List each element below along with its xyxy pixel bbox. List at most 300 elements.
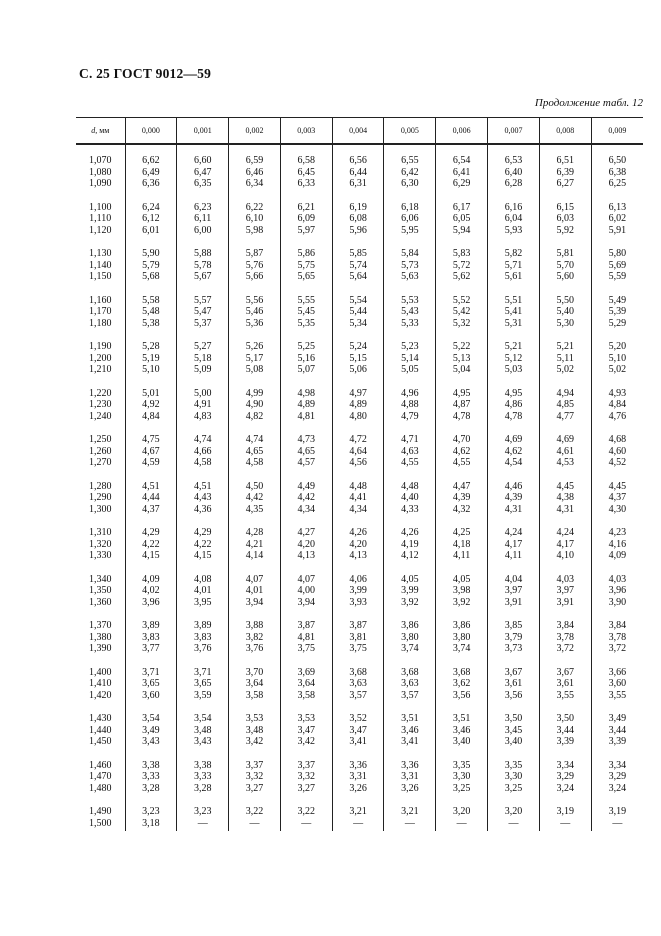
- value-cell: [125, 751, 177, 798]
- table-value: 3,94: [297, 596, 316, 608]
- table-value: 5,37: [193, 317, 212, 329]
- table-value: 5,63: [401, 271, 419, 282]
- table-value: 4,02: [142, 585, 160, 596]
- value-cell: [539, 518, 591, 565]
- value-cell: [384, 797, 436, 831]
- table-value: 4,59: [142, 457, 160, 468]
- value-cell: [539, 144, 591, 193]
- d-value: 1,460: [89, 759, 112, 771]
- table-value: 5,03: [504, 364, 523, 375]
- table-value: 5,55: [297, 294, 316, 306]
- table-value: 6,22: [245, 201, 264, 213]
- table-value: 3,96: [142, 596, 160, 608]
- value-cell: [436, 144, 488, 193]
- table-value: 4,46: [504, 480, 523, 492]
- value-cell: [229, 425, 281, 472]
- table-value: 6,17: [452, 201, 471, 213]
- table-value: 4,09: [608, 550, 627, 561]
- table-value: 6,16: [504, 201, 523, 213]
- table-value: 6,30: [401, 178, 419, 189]
- table-value: 5,65: [297, 271, 316, 282]
- table-value: 4,28: [245, 527, 264, 538]
- table-value: —: [197, 817, 208, 829]
- table-value: 4,83: [193, 410, 212, 422]
- table-value: 4,17: [556, 538, 575, 550]
- table-row-group: [76, 751, 643, 798]
- table-value: 3,65: [142, 678, 160, 689]
- table-value: 5,96: [349, 224, 367, 236]
- table-value: 3,34: [608, 759, 627, 771]
- table-value: 5,32: [452, 317, 471, 329]
- table-value: 4,34: [349, 503, 367, 515]
- table-row-group: [76, 379, 643, 426]
- value-cell: [488, 379, 540, 426]
- value-cell: [332, 379, 384, 426]
- value-cell: [488, 472, 540, 519]
- table-value: 5,86: [297, 248, 316, 259]
- table-value: 4,60: [608, 445, 627, 457]
- page-title: С. 25 ГОСТ 9012—59: [79, 66, 212, 81]
- value-cell: [280, 565, 332, 612]
- table-value: 3,46: [452, 724, 471, 736]
- table-value: 6,45: [297, 166, 316, 178]
- d-value-cell: [76, 751, 125, 798]
- table-value: 3,84: [556, 620, 575, 631]
- d-value: 1,260: [89, 445, 112, 457]
- value-cell: [177, 472, 229, 519]
- table-value: 3,49: [608, 713, 627, 724]
- table-value: 4,54: [504, 457, 523, 468]
- table-value: 4,74: [193, 434, 212, 445]
- value-cell: [436, 379, 488, 426]
- table-value: 3,53: [245, 713, 264, 724]
- table-value: 6,58: [297, 155, 316, 166]
- table-value: 5,68: [142, 271, 160, 282]
- table-value: 3,63: [349, 678, 367, 689]
- table-value: 3,54: [142, 713, 160, 724]
- value-cell: [280, 472, 332, 519]
- table-value: 4,90: [245, 399, 264, 410]
- table-value: 5,58: [142, 294, 160, 306]
- table-value: 3,40: [452, 736, 471, 747]
- table-value: 4,56: [349, 457, 367, 468]
- table-value: 5,07: [297, 364, 316, 375]
- value-cell: [125, 518, 177, 565]
- table-value: 4,12: [401, 550, 419, 561]
- table-value: 3,81: [349, 631, 367, 643]
- table-value: 4,80: [349, 410, 367, 422]
- value-cell: [177, 797, 229, 831]
- table-value: 4,20: [297, 538, 316, 550]
- table-value: 4,99: [245, 387, 264, 399]
- value-cell: [332, 611, 384, 658]
- table-value: 3,46: [401, 724, 419, 736]
- table-value: 3,64: [297, 678, 316, 689]
- table-row-group: [76, 425, 643, 472]
- table-value: 4,77: [556, 410, 575, 422]
- table-value: 5,87: [245, 248, 264, 259]
- table-value: 4,68: [608, 434, 627, 445]
- header-d-unit: , мм: [95, 126, 110, 135]
- table-value: 5,22: [452, 341, 471, 352]
- value-cell: [229, 239, 281, 286]
- d-value: 1,170: [89, 306, 112, 317]
- table-value: 5,38: [142, 317, 160, 329]
- table-value: 4,48: [349, 480, 367, 492]
- table-value: 4,53: [556, 457, 575, 468]
- d-value-cell: [76, 286, 125, 333]
- value-cell: [177, 286, 229, 333]
- table-value: 3,43: [193, 736, 212, 747]
- header-d-mm: [76, 118, 125, 145]
- table-value: 3,74: [401, 643, 419, 654]
- table-value: 3,32: [245, 771, 264, 782]
- table-value: 3,91: [504, 596, 523, 608]
- table-row-group: [76, 193, 643, 240]
- table-value: 6,53: [504, 155, 523, 166]
- table-value: 3,72: [608, 643, 627, 654]
- table-value: 5,10: [142, 364, 160, 375]
- table-value: 3,74: [452, 643, 471, 654]
- table-value: 5,12: [504, 352, 523, 364]
- d-value: 1,480: [89, 782, 112, 794]
- table-value: 3,36: [349, 759, 367, 771]
- table-value: 5,19: [142, 352, 160, 364]
- value-cell: [384, 239, 436, 286]
- table-value: 3,22: [245, 806, 264, 817]
- table-value: 3,75: [297, 643, 316, 654]
- table-value: 3,21: [401, 806, 419, 817]
- value-cell: [488, 658, 540, 705]
- table-value: 3,68: [452, 666, 471, 678]
- table-value: 4,38: [556, 492, 575, 503]
- table-value: 6,24: [142, 201, 160, 213]
- table-value: 6,04: [504, 213, 523, 224]
- table-value: 3,99: [349, 585, 367, 596]
- value-cell: [539, 332, 591, 379]
- value-cell: [591, 144, 643, 193]
- value-cell: [539, 193, 591, 240]
- table-value: 4,58: [193, 457, 212, 468]
- value-cell: [488, 239, 540, 286]
- table-value: 4,31: [504, 503, 523, 515]
- value-cell: [384, 286, 436, 333]
- table-value: 4,82: [245, 410, 264, 422]
- d-value: 1,070: [89, 155, 112, 166]
- header-col-7: 0,007: [488, 118, 540, 145]
- table-value: 3,28: [193, 782, 212, 794]
- table-value: 3,56: [504, 689, 523, 701]
- table-value: 4,42: [245, 492, 264, 503]
- table-value: —: [404, 817, 415, 829]
- value-cell: [280, 751, 332, 798]
- table-value: 3,68: [401, 666, 419, 678]
- value-cell: [177, 332, 229, 379]
- table-value: 6,09: [297, 213, 316, 224]
- d-value: 1,280: [89, 480, 112, 492]
- table-value: 3,65: [193, 678, 212, 689]
- table-value: 5,98: [245, 224, 264, 236]
- table-value: 4,88: [401, 399, 419, 410]
- value-cell: [384, 332, 436, 379]
- header-col-4: 0,004: [332, 118, 384, 145]
- table-value: 6,44: [349, 166, 367, 178]
- value-cell: [229, 193, 281, 240]
- value-cell: [436, 425, 488, 472]
- table-value: 3,35: [452, 759, 471, 771]
- table-value: 4,43: [193, 492, 212, 503]
- value-cell: [177, 144, 229, 193]
- table-value: 3,53: [297, 713, 316, 724]
- table-value: 4,24: [556, 527, 575, 538]
- value-cell: [488, 704, 540, 751]
- table-value: 3,47: [349, 724, 367, 736]
- value-cell: [488, 751, 540, 798]
- table-value: 6,49: [142, 166, 160, 178]
- table-value: 3,66: [608, 666, 627, 678]
- table-value: 4,72: [349, 434, 367, 445]
- value-cell: [332, 518, 384, 565]
- value-cell: [436, 239, 488, 286]
- value-cell: [591, 286, 643, 333]
- table-value: 4,23: [608, 527, 627, 538]
- value-cell: [384, 518, 436, 565]
- table-value: 4,18: [452, 538, 471, 550]
- d-value: 1,200: [89, 352, 112, 364]
- table-value: 3,89: [142, 620, 160, 631]
- value-cell: [488, 518, 540, 565]
- table-row-group: [76, 332, 643, 379]
- table-value: 4,21: [245, 538, 264, 550]
- d-value: 1,290: [89, 492, 112, 503]
- table-value: 4,22: [142, 538, 160, 550]
- table-row-group: [76, 611, 643, 658]
- value-cell: [436, 518, 488, 565]
- d-value: 1,390: [89, 643, 112, 654]
- value-cell: [125, 425, 177, 472]
- d-value-cell: [76, 144, 125, 193]
- table-value: 4,52: [608, 457, 627, 468]
- d-value: 1,140: [89, 259, 112, 271]
- table-value: 3,48: [193, 724, 212, 736]
- table-value: 3,61: [504, 678, 523, 689]
- table-value: 3,80: [452, 631, 471, 643]
- table-value: 3,38: [142, 759, 160, 771]
- table-value: 3,24: [556, 782, 575, 794]
- table-value: 4,39: [504, 492, 523, 503]
- table-value: 4,14: [245, 550, 264, 561]
- table-value: 3,19: [556, 806, 575, 817]
- table-row-group: [76, 144, 643, 193]
- table-value: 5,13: [452, 352, 471, 364]
- table-value: 3,36: [401, 759, 419, 771]
- value-cell: [229, 797, 281, 831]
- table-value: 3,22: [297, 806, 316, 817]
- table-value: 3,31: [401, 771, 419, 782]
- table-value: 5,93: [504, 224, 523, 236]
- table-value: 4,15: [193, 550, 212, 561]
- table-value: 3,30: [452, 771, 471, 782]
- table-value: 6,02: [608, 213, 627, 224]
- value-cell: [539, 751, 591, 798]
- value-cell: [539, 239, 591, 286]
- d-value-cell: [76, 239, 125, 286]
- table-value: 4,75: [142, 434, 160, 445]
- table-value: 6,11: [194, 213, 212, 224]
- d-value: 1,120: [89, 224, 112, 236]
- table-value: 3,23: [193, 806, 212, 817]
- table-value: 4,62: [452, 445, 471, 457]
- table-value: 4,69: [556, 434, 575, 445]
- table-value: 3,62: [452, 678, 471, 689]
- value-cell: [436, 332, 488, 379]
- table-value: 5,97: [297, 224, 316, 236]
- value-cell: [539, 425, 591, 472]
- table-value: 4,39: [452, 492, 471, 503]
- table-value: 5,43: [401, 306, 419, 317]
- table-value: 5,57: [193, 294, 212, 306]
- table-value: 6,51: [556, 155, 575, 166]
- table-value: 5,20: [608, 341, 627, 352]
- value-cell: [332, 286, 384, 333]
- table-value: 3,95: [193, 596, 212, 608]
- table-value: 5,80: [608, 248, 627, 259]
- table-value: 5,81: [556, 248, 575, 259]
- table-value: 5,79: [142, 259, 160, 271]
- table-value: 5,09: [193, 364, 212, 375]
- table-value: 6,59: [245, 155, 264, 166]
- table-value: 3,78: [608, 631, 627, 643]
- value-cell: [280, 611, 332, 658]
- d-value: 1,310: [89, 527, 112, 538]
- table-value: 4,36: [193, 503, 212, 515]
- value-cell: [384, 193, 436, 240]
- table-value: 6,62: [142, 155, 160, 166]
- value-cell: [384, 658, 436, 705]
- value-cell: [229, 751, 281, 798]
- table-value: 4,93: [608, 387, 627, 399]
- table-value: 4,78: [452, 410, 471, 422]
- table-value: 5,36: [245, 317, 264, 329]
- table-value: 5,94: [452, 224, 471, 236]
- table-value: 5,30: [556, 317, 575, 329]
- d-value: 1,470: [89, 771, 112, 782]
- table-value: 5,88: [193, 248, 212, 259]
- table-value: 3,33: [193, 771, 212, 782]
- data-table: [76, 117, 643, 831]
- table-value: 4,97: [349, 387, 367, 399]
- table-value: 3,71: [142, 666, 160, 678]
- value-cell: [591, 332, 643, 379]
- table-value: 4,85: [556, 399, 575, 410]
- value-cell: [539, 379, 591, 426]
- table-value: 5,24: [349, 341, 367, 352]
- table-value: 4,84: [608, 399, 627, 410]
- value-cell: [229, 286, 281, 333]
- value-cell: [125, 565, 177, 612]
- table-value: 3,67: [504, 666, 523, 678]
- value-cell: [384, 144, 436, 193]
- table-value: 3,77: [142, 643, 160, 654]
- value-cell: [384, 472, 436, 519]
- table-value: 3,72: [556, 643, 575, 654]
- table-value: 5,28: [142, 341, 160, 352]
- value-cell: [488, 425, 540, 472]
- table-value: 4,62: [504, 445, 523, 457]
- header-col-5: 0,005: [384, 118, 436, 145]
- table-value: 6,23: [193, 201, 212, 213]
- table-value: 3,34: [556, 759, 575, 771]
- table-value: 5,85: [349, 248, 367, 259]
- table-value: 4,32: [452, 503, 471, 515]
- table-value: 3,25: [452, 782, 471, 794]
- header-col-8: 0,008: [539, 118, 591, 145]
- value-cell: [177, 658, 229, 705]
- value-cell: [332, 144, 384, 193]
- table-value: 3,98: [452, 585, 471, 596]
- header-col-1: 0,001: [177, 118, 229, 145]
- table-value: 6,36: [142, 178, 160, 189]
- table-value: 6,41: [452, 166, 471, 178]
- header-d-symbol: d: [91, 126, 96, 135]
- value-cell: [539, 565, 591, 612]
- table-value: 5,21: [504, 341, 523, 352]
- table-value: 6,47: [193, 166, 212, 178]
- table-value: 5,42: [452, 306, 471, 317]
- table-value: 4,65: [297, 445, 316, 457]
- table-value: 4,01: [193, 585, 212, 596]
- value-cell: [436, 565, 488, 612]
- table-value: 5,14: [401, 352, 419, 364]
- table-value: 4,89: [349, 399, 367, 410]
- d-value: 1,100: [89, 201, 112, 213]
- table-value: 3,29: [556, 771, 575, 782]
- value-cell: [488, 565, 540, 612]
- table-value: 3,51: [452, 713, 471, 724]
- value-cell: [539, 611, 591, 658]
- table-value: 3,41: [401, 736, 419, 747]
- table-value: 3,57: [349, 689, 367, 701]
- table-value: 4,92: [142, 399, 160, 410]
- value-cell: [280, 425, 332, 472]
- table-value: 6,13: [608, 201, 627, 213]
- table-value: 3,56: [452, 689, 471, 701]
- d-value: 1,160: [89, 294, 112, 306]
- table-value: 3,58: [245, 689, 264, 701]
- value-cell: [177, 704, 229, 751]
- table-value: 3,75: [349, 643, 367, 654]
- table-value: 5,78: [193, 259, 212, 271]
- d-value: 1,340: [89, 573, 112, 585]
- value-cell: [177, 239, 229, 286]
- value-cell: [591, 193, 643, 240]
- value-cell: [436, 658, 488, 705]
- table-value: 6,56: [349, 155, 367, 166]
- table-value: 5,69: [608, 259, 627, 271]
- table-value: 5,82: [504, 248, 523, 259]
- table-value: 5,29: [608, 317, 627, 329]
- d-value: 1,130: [89, 248, 112, 259]
- table-value: 5,33: [401, 317, 419, 329]
- d-value-cell: [76, 797, 125, 831]
- d-value-cell: [76, 193, 125, 240]
- value-cell: [332, 239, 384, 286]
- value-cell: [591, 658, 643, 705]
- table-value: 5,67: [193, 271, 212, 282]
- table-value: 3,54: [193, 713, 212, 724]
- table-value: 5,45: [297, 306, 316, 317]
- table-value: 3,51: [401, 713, 419, 724]
